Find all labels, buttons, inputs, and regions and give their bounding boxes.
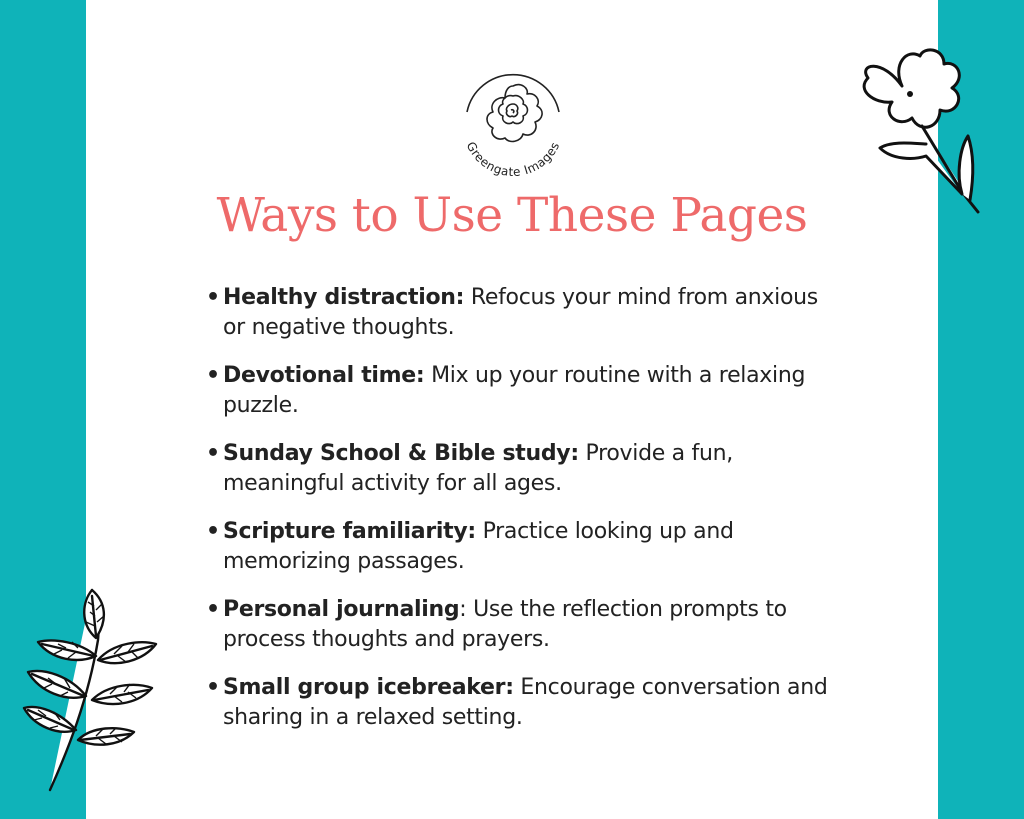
bullet: • bbox=[206, 363, 220, 388]
bullet: • bbox=[206, 597, 220, 622]
page-title: Ways to Use These Pages bbox=[216, 188, 808, 243]
svg-text:Greengate Images bbox=[464, 139, 563, 179]
item-text: Encourage conversation and sharing in a relaxed setting. bbox=[223, 675, 828, 730]
greengate-logo bbox=[455, 66, 570, 181]
list-item bbox=[206, 673, 846, 733]
item-text: Practice looking up and memorizing passages. bbox=[223, 519, 734, 574]
usage-list bbox=[206, 283, 846, 751]
item-text: : Use the reflection prompts to process thoughts and prayers. bbox=[223, 597, 787, 652]
item-text: Mix up your routine with a relaxing puzzle. bbox=[223, 363, 806, 418]
item-term: Small group icebreaker: bbox=[223, 675, 514, 700]
item-text: Refocus your mind from anxious or negative thoughts. bbox=[223, 285, 818, 340]
bullet: • bbox=[206, 675, 220, 700]
leaf-branch-icon bbox=[18, 580, 163, 795]
branch-decoration bbox=[18, 580, 163, 795]
item-term: Devotional time: bbox=[223, 363, 425, 388]
item-text: Provide a fun, meaningful activity for all ages. bbox=[223, 441, 733, 496]
brand-name: Greengate Images bbox=[463, 139, 563, 180]
list-item bbox=[206, 361, 846, 421]
item-term: Healthy distraction: bbox=[223, 285, 465, 310]
bullet: • bbox=[206, 519, 220, 544]
list-item bbox=[206, 595, 846, 655]
list-item bbox=[206, 517, 846, 577]
item-term: Scripture familiarity: bbox=[223, 519, 476, 544]
list-item bbox=[206, 283, 846, 343]
item-term: Sunday School & Bible study: bbox=[223, 441, 579, 466]
flower-icon bbox=[852, 44, 982, 219]
bullet: • bbox=[206, 441, 220, 466]
rose-logo-icon bbox=[455, 66, 570, 181]
list-item bbox=[206, 439, 846, 499]
bullet: • bbox=[206, 285, 220, 310]
flower-decoration bbox=[852, 44, 982, 219]
item-term: Personal journaling bbox=[223, 597, 460, 622]
